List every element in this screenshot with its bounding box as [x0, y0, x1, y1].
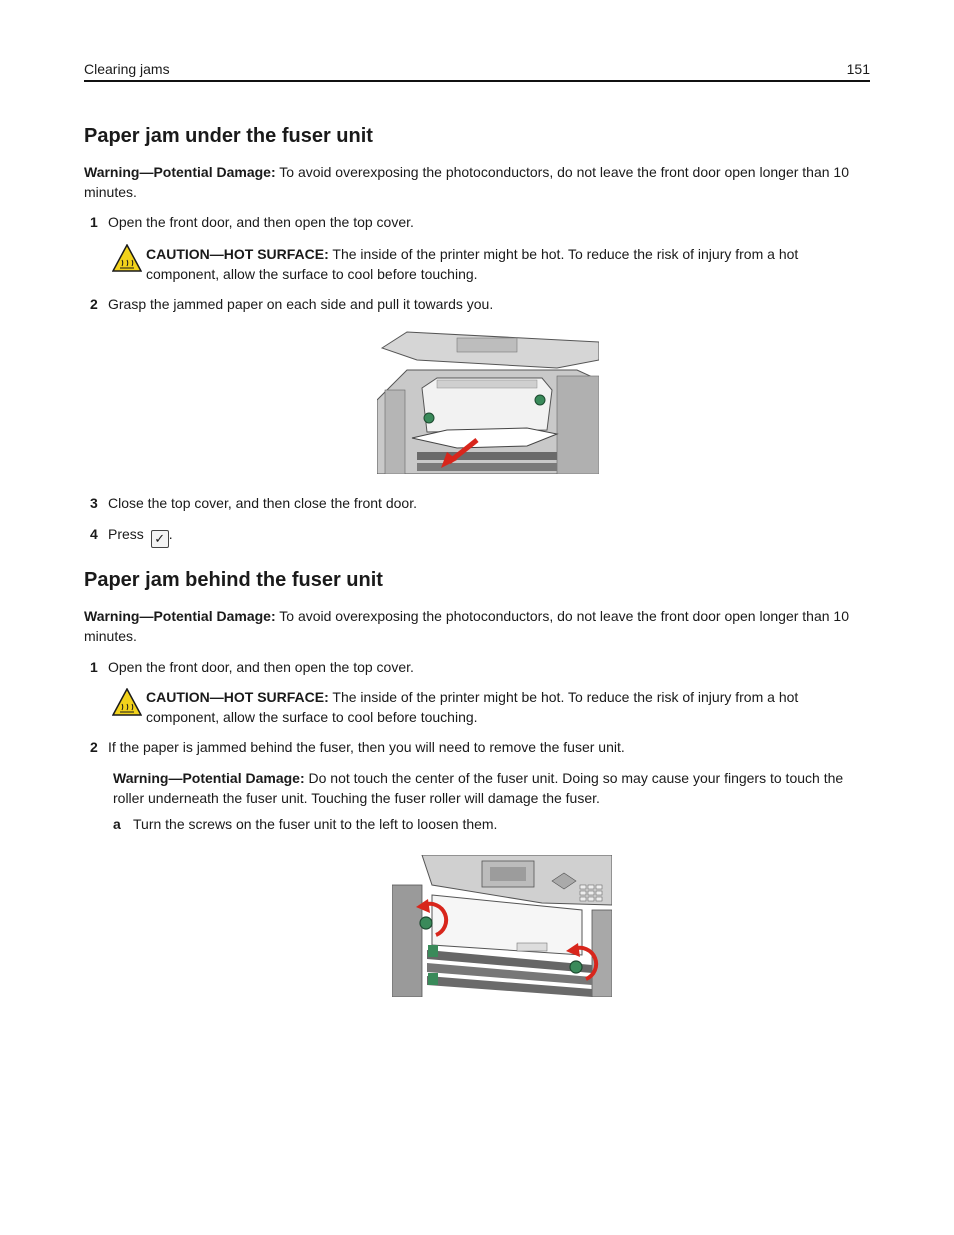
warning-label: Warning—Potential Damage:	[113, 770, 305, 786]
header-rule	[84, 80, 870, 82]
fuser-screws-illustration	[392, 855, 612, 997]
page-number: 151	[846, 61, 870, 77]
step-text: Open the front door, and then open the top cover.	[108, 659, 414, 675]
substep-letter: a	[113, 816, 121, 832]
section-title-under-fuser: Paper jam under the fuser unit	[84, 125, 373, 147]
warning-paragraph	[113, 768, 853, 808]
step-press-text	[108, 524, 173, 548]
step-number: 1	[90, 659, 98, 675]
step-number: 3	[90, 495, 98, 511]
caution-paragraph	[146, 687, 856, 727]
press-label: Press	[108, 526, 144, 542]
checkmark-key-icon: ✓	[151, 530, 169, 548]
step-text: Close the top cover, and then close the front door.	[108, 495, 417, 511]
step-number: 4	[90, 526, 98, 542]
caution-paragraph	[146, 244, 856, 284]
step-number: 2	[90, 739, 98, 755]
caution-label: CAUTION—HOT SURFACE:	[146, 689, 329, 705]
step-text: Grasp the jammed paper on each side and pull it towards you.	[108, 296, 494, 312]
hot-surface-caution-icon	[112, 244, 142, 272]
warning-text: To avoid overexposing the photoconductors, do not leave the front door open longer than 10 minutes.	[84, 164, 849, 200]
warning-paragraph	[84, 606, 874, 646]
warning-label: Warning—Potential Damage:	[84, 608, 276, 624]
step-text: Open the front door, and then open the top cover.	[108, 214, 414, 230]
section-title-behind-fuser: Paper jam behind the fuser unit	[84, 569, 383, 591]
step-number: 2	[90, 296, 98, 312]
warning-text: To avoid overexposing the photoconductors, do not leave the front door open longer than 10 minutes.	[84, 608, 849, 644]
warning-text: Do not touch the center of the fuser unit. Doing so may cause your fingers to touch the roller underneath the fuser unit. Touching the fuser roller will damage the fuser.	[113, 770, 844, 806]
caution-text: The inside of the printer might be hot. To reduce the risk of injury from a hot component, allow the surface to cool before touching.	[146, 246, 799, 282]
printer-paper-jam-illustration	[377, 330, 599, 474]
caution-text: The inside of the printer might be hot. To reduce the risk of injury from a hot component, allow the surface to cool before touching.	[146, 689, 799, 725]
substep-text: Turn the screws on the fuser unit to the left to loosen them.	[133, 816, 498, 832]
hot-surface-caution-icon	[112, 688, 142, 716]
warning-paragraph	[84, 162, 874, 202]
step-text: If the paper is jammed behind the fuser, then you will need to remove the fuser unit.	[108, 739, 625, 755]
press-period: .	[168, 526, 173, 542]
running-header-section: Clearing jams	[84, 61, 170, 77]
caution-label: CAUTION—HOT SURFACE:	[146, 246, 329, 262]
step-number: 1	[90, 214, 98, 230]
warning-label: Warning—Potential Damage:	[84, 164, 276, 180]
